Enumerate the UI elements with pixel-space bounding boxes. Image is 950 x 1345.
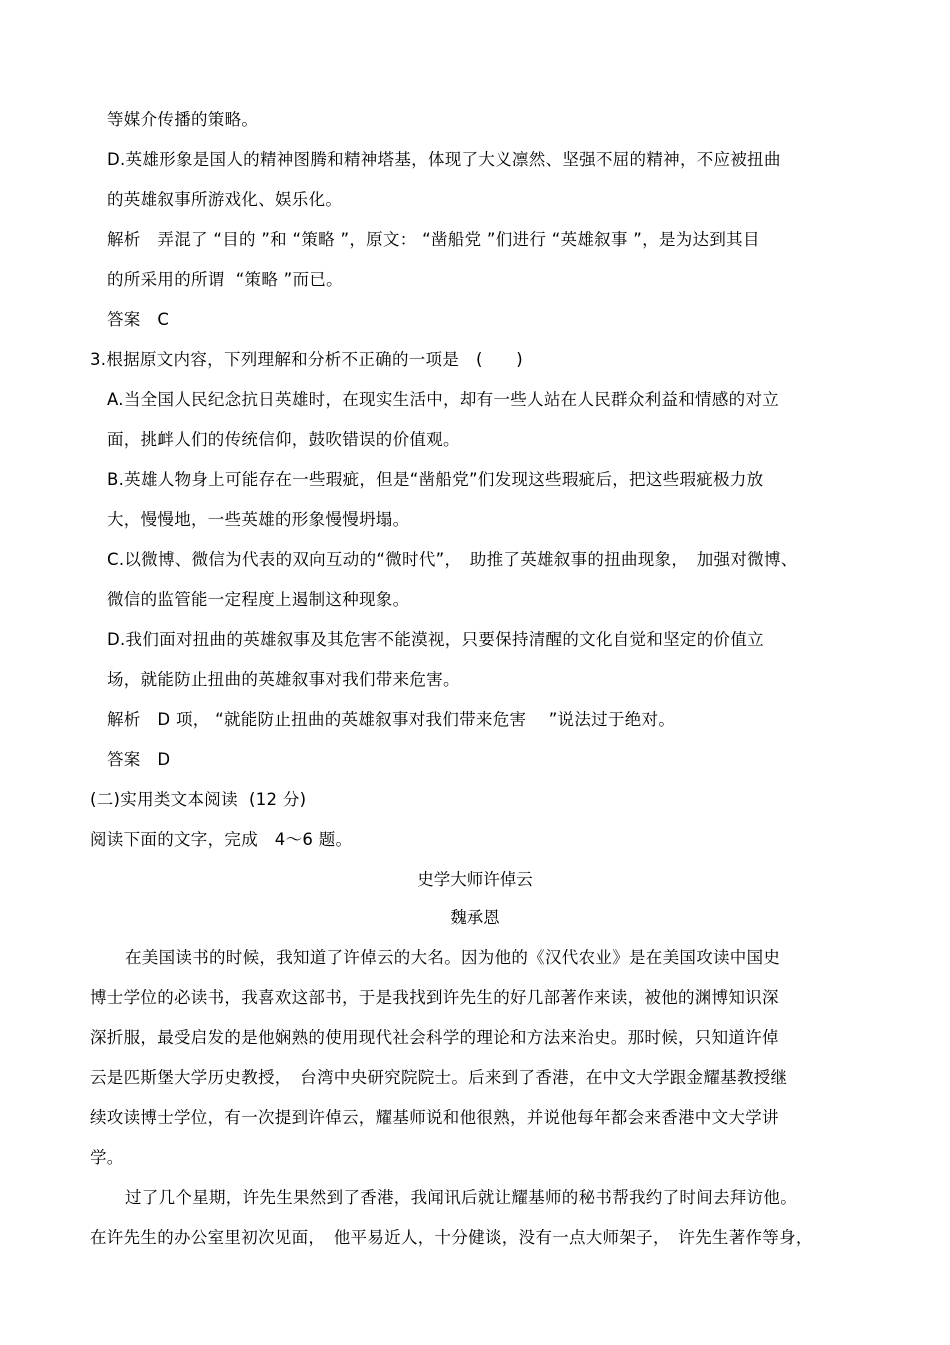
- q3-option-c-line1: C.以微博、微信为代表的双向互动的“微时代”， 助推了英雄叙事的扭曲现象， 加强对微博、: [107, 550, 798, 569]
- option-d-line2: 的英雄叙事所游戏化、娱乐化。: [107, 190, 343, 209]
- q3-answer: 答案 D: [107, 750, 171, 769]
- paragraph-1-line: 博士学位的必读书，我喜欢这部书，于是我找到许先生的好几部著作来读，被他的渊博知识深: [90, 988, 779, 1007]
- q3-option-b-line1: B.英雄人物身上可能存在一些瑕疵，但是“凿船党”们发现这些瑕疵后，把这些瑕疵极力放: [107, 470, 764, 489]
- paragraph-1-line: 深折服，最受启发的是他娴熟的使用现代社会科学的理论和方法来治史。那时候，只知道许倬: [90, 1028, 779, 1047]
- q3-option-c-line2: 微信的监管能一定程度上遏制这种现象。: [107, 590, 410, 609]
- question-3-stem: 3.根据原文内容，下列理解和分析不正确的一项是 ( ): [90, 350, 524, 369]
- q3-option-d-line1: D.我们面对扭曲的英雄叙事及其危害不能漠视，只要保持清醒的文化自觉和坚定的价值立: [107, 630, 764, 649]
- analysis-line2: 的所采用的所谓 “策略 ”而已。: [107, 270, 343, 289]
- paragraph-1-line: 学。: [90, 1148, 124, 1167]
- article-author: 魏承恩: [450, 908, 500, 927]
- q3-option-a-line2: 面，挑衅人们的传统信仰，鼓吹错误的价值观。: [107, 430, 460, 449]
- paragraph-2-line: 过了几个星期，许先生果然到了香港，我闻讯后就让耀基师的秘书帮我约了时间去拜访他。: [125, 1188, 797, 1207]
- section-instruction: 阅读下面的文字，完成 4～6 题。: [90, 830, 353, 849]
- paragraph-1-line: 云是匹斯堡大学历史教授， 台湾中央研究院院士。后来到了香港，在中文大学跟金耀基教授继: [90, 1068, 788, 1087]
- q3-option-d-line2: 场，就能防止扭曲的英雄叙事对我们带来危害。: [107, 670, 460, 689]
- option-c-continuation: 等媒介传播的策略。: [107, 110, 259, 129]
- q3-option-b-line2: 大，慢慢地，一些英雄的形象慢慢坍塌。: [107, 510, 410, 529]
- analysis-line1: 解析 弄混了 “目的 ”和 “策略 ”，原文： “凿船党 ”们进行 “英雄叙事 ”，是为达到其目: [107, 230, 760, 249]
- paragraph-1-line: 在美国读书的时候，我知道了许倬云的大名。因为他的《汉代农业》是在美国攻读中国史: [125, 948, 781, 967]
- q3-analysis: 解析 D 项， “就能防止扭曲的英雄叙事对我们带来危害 ”说法过于绝对。: [107, 710, 676, 729]
- paragraph-2-line: 在许先生的办公室里初次见面， 他平易近人，十分健谈，没有一点大师架子， 许先生著作等身，: [90, 1228, 813, 1247]
- q3-option-a-line1: A.当全国人民纪念抗日英雄时，在现实生活中，却有一些人站在人民群众利益和情感的对立: [107, 390, 780, 409]
- article-title: 史学大师许倬云: [417, 870, 533, 889]
- paragraph-1-line: 续攻读博士学位，有一次提到许倬云，耀基师说和他很熟，并说他每年都会来香港中文大学讲: [90, 1108, 779, 1127]
- option-d-line1: D.英雄形象是国人的精神图腾和精神塔基，体现了大义凛然、坚强不屈的精神，不应被扭曲: [107, 150, 781, 169]
- section-heading: (二)实用类文本阅读 (12 分): [90, 790, 307, 809]
- answer-line: 答案 C: [107, 310, 170, 329]
